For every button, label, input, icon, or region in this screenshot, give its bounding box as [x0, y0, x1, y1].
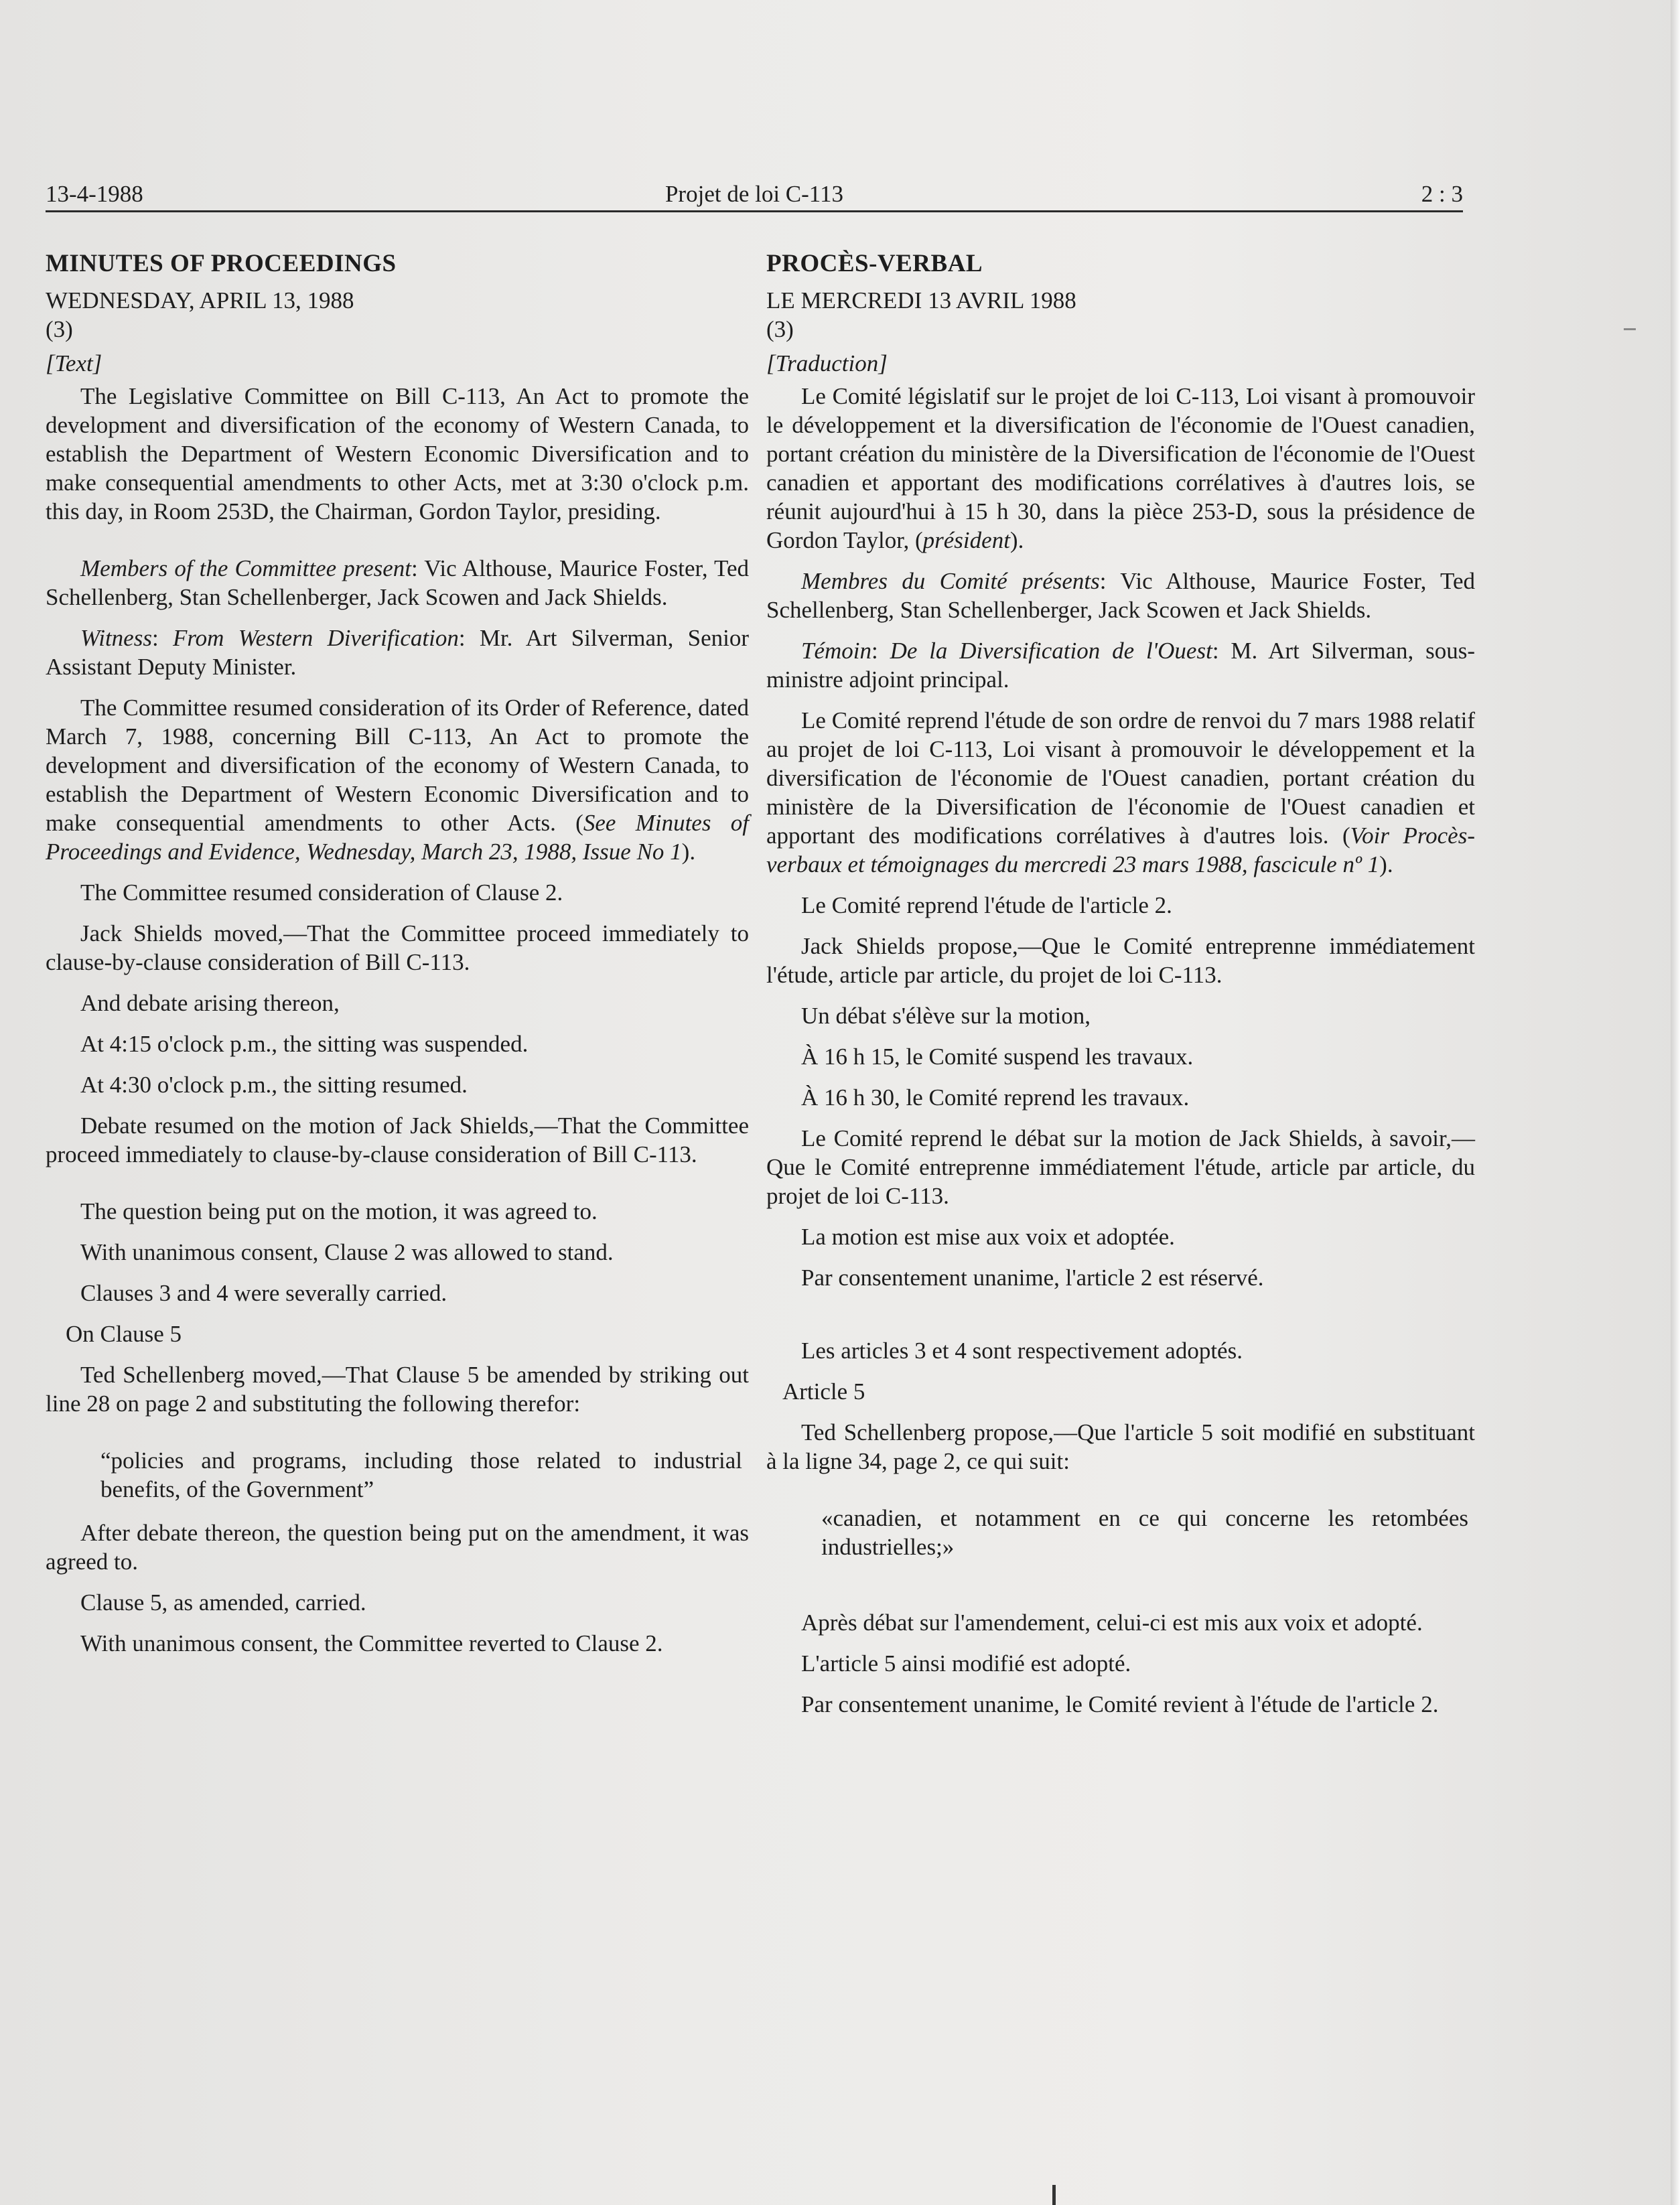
header-page-number: 2 : 3	[1421, 181, 1463, 207]
french-opening-role: président	[922, 527, 1010, 553]
french-paragraph: À 16 h 15, le Comité suspend les travaux.	[801, 1044, 1194, 1070]
english-members-label: Members of the Committee present	[80, 555, 411, 581]
french-order-citation: Voir Procès-verbaux et témoignages du mercredi 23 mars 1988, fascicule nº 1	[766, 823, 1475, 877]
french-text-tag: [Traduction]	[766, 350, 888, 376]
english-paragraph: The Committee resumed consideration of Clause 2.	[80, 879, 563, 906]
english-clause-heading: On Clause 5	[66, 1321, 182, 1347]
french-witness-colon: :	[871, 638, 890, 664]
french-paragraph: L'article 5 ainsi modifié est adopté.	[801, 1650, 1131, 1677]
french-members-label: Membres du Comité présents	[801, 568, 1100, 594]
french-paragraph-opening	[766, 382, 1475, 555]
english-witness-from: From Western Diverification	[172, 625, 459, 651]
bottom-mark	[1052, 2185, 1056, 2205]
english-text-tag: [Text]	[46, 350, 102, 376]
english-order-text: The Committee resumed consideration of its Order of Reference, dated March 7, 1988, concerning Bill C-113, An Act to promote the development and diversification of the economy of Western Canada, to establish the Department of Western Economic Diversification and to make consequential amendments to other Acts. (	[46, 695, 749, 836]
french-paragraph: Par consentement unanime, le Comité revient à l'étude de l'article 2.	[801, 1691, 1439, 1717]
english-paragraph: At 4:30 o'clock p.m., the sitting resumed.	[80, 1072, 468, 1098]
english-order-of-reference	[46, 693, 749, 866]
french-paragraph: Le Comité reprend l'étude de l'article 2.	[801, 892, 1172, 918]
french-column	[766, 249, 1475, 1731]
french-paragraph: Les articles 3 et 4 sont respectivement adoptés.	[801, 1338, 1243, 1364]
header-title: Projet de loi C-113	[664, 181, 844, 207]
french-paragraph: Le Comité reprend le débat sur la motion de Jack Shields, à savoir,—Que le Comité entreprenne immédiatement l'étude, article par article, du projet de loi C-113.	[766, 1125, 1475, 1209]
french-number: (3)	[766, 316, 794, 342]
english-column	[46, 249, 749, 1670]
english-heading: MINUTES OF PROCEEDINGS	[46, 250, 397, 277]
french-paragraph: Un débat s'élève sur la motion,	[801, 1003, 1091, 1029]
french-article-heading: Article 5	[782, 1378, 865, 1405]
english-witness-text: : Mr. Art Silverman, Senior Assistant Deputy Minister.	[46, 625, 749, 680]
page-edge	[1671, 0, 1680, 2205]
english-paragraph: Jack Shields moved,—That the Committee proceed immediately to clause-by-clause consideration of Bill C-113.	[46, 920, 749, 975]
english-paragraph: And debate arising thereon,	[80, 990, 340, 1016]
english-members-text: : Vic Althouse, Maurice Foster, Ted Schellenberg, Stan Schellenberger, Jack Scowen and Jack Shields.	[46, 555, 749, 610]
french-heading: PROCÈS-VERBAL	[766, 250, 983, 277]
french-order-end: ).	[1379, 851, 1393, 877]
french-paragraph: La motion est mise aux voix et adoptée.	[801, 1224, 1175, 1250]
english-witness-colon: :	[151, 625, 173, 651]
english-date: WEDNESDAY, APRIL 13, 1988	[46, 287, 354, 313]
french-members-paragraph	[766, 567, 1475, 624]
english-paragraph: With unanimous consent, Clause 2 was allowed to stand.	[80, 1239, 614, 1265]
french-order-of-reference	[766, 706, 1475, 879]
french-paragraph: Par consentement unanime, l'article 2 est réservé.	[801, 1265, 1264, 1291]
english-order-citation: See Minutes of Proceedings and Evidence, Wednesday, March 23, 1988, Issue No 1	[46, 810, 750, 865]
english-paragraph: Debate resumed on the motion of Jack Shields,—That the Committee proceed immediately to clause-by-clause consideration of Bill C-113.	[46, 1113, 749, 1167]
french-date: LE MERCREDI 13 AVRIL 1988	[766, 287, 1076, 313]
english-paragraph: Clauses 3 and 4 were severally carried.	[80, 1280, 447, 1306]
margin-mark	[1624, 328, 1636, 330]
french-amendment-quote: «canadien, et notamment en ce qui concerne les retombées industrielles;»	[821, 1505, 1468, 1560]
french-witness-paragraph	[766, 636, 1475, 694]
english-paragraph: Ted Schellenberg moved,—That Clause 5 be amended by striking out line 28 on page 2 and substituting the following therefor:	[46, 1362, 749, 1417]
running-header	[46, 180, 1463, 212]
english-members-paragraph	[46, 554, 749, 612]
header-date: 13-4-1988	[46, 181, 143, 207]
english-order-end: ).	[681, 839, 696, 865]
french-witness-text: : M. Art Silverman, sous-ministre adjoint principal.	[766, 638, 1475, 693]
french-paragraph: À 16 h 30, le Comité reprend les travaux.	[801, 1084, 1190, 1111]
french-paragraph: Jack Shields propose,—Que le Comité entreprenne immédiatement l'étude, article par article, du projet de loi C-113.	[766, 933, 1475, 988]
french-paragraph: Après débat sur l'amendement, celui-ci est mis aux voix et adopté.	[801, 1610, 1423, 1636]
french-order-text: Le Comité reprend l'étude de son ordre de renvoi du 7 mars 1988 relatif au projet de loi C-113, Loi visant à promouvoir le développement et la diversification de l'économie de l'Ouest canadien, portant création du ministère de la Diversification de l'économie de l'Ouest canadien et apportant des modifications corrélatives à d'autres lois. (	[766, 707, 1475, 849]
english-witness-label: Witness	[80, 625, 152, 651]
english-paragraph: At 4:15 o'clock p.m., the sitting was suspended.	[80, 1031, 529, 1057]
french-opening-end: ).	[1009, 527, 1024, 553]
english-number: (3)	[46, 316, 73, 342]
english-paragraph: Clause 5, as amended, carried.	[80, 1589, 366, 1616]
french-witness-from: De la Diversification de l'Ouest	[890, 638, 1212, 664]
english-paragraph: After debate thereon, the question being put on the amendment, it was agreed to.	[46, 1520, 749, 1575]
french-paragraph: Ted Schellenberg propose,—Que l'article 5 soit modifié en substituant à la ligne 34, page 2, ce qui suit:	[766, 1419, 1475, 1474]
english-paragraph-opening: The Legislative Committee on Bill C-113, An Act to promote the development and diversification of the economy of Western Canada, to establish the Department of Western Economic Diversification and to make consequential amendments to other Acts, met at 3:30 o'clock p.m. this day, in Room 253D, the Chairman, Gordon Taylor, presiding.	[46, 383, 749, 524]
french-opening-text: Le Comité législatif sur le projet de loi C-113, Loi visant à promouvoir le développement et la diversification de l'économie de l'Ouest canadien, portant création du ministère de la Diversification de l'économie de l'Ouest canadien et apportant des modifications corrélatives à d'autres lois, se réunit aujourd'hui à 15 h 30, dans la pièce 253-D, sous la présidence de Gordon Taylor, (	[766, 383, 1475, 553]
english-amendment-quote: “policies and programs, including those related to industrial benefits, of the Government”	[100, 1447, 742, 1502]
english-witness-paragraph	[46, 624, 749, 681]
french-members-text: : Vic Althouse, Maurice Foster, Ted Schellenberg, Stan Schellenberger, Jack Scowen et Jack Shields.	[766, 568, 1476, 623]
english-paragraph: The question being put on the motion, it was agreed to.	[80, 1198, 598, 1224]
french-witness-label: Témoin	[801, 638, 871, 664]
english-paragraph: With unanimous consent, the Committee reverted to Clause 2.	[80, 1630, 663, 1656]
